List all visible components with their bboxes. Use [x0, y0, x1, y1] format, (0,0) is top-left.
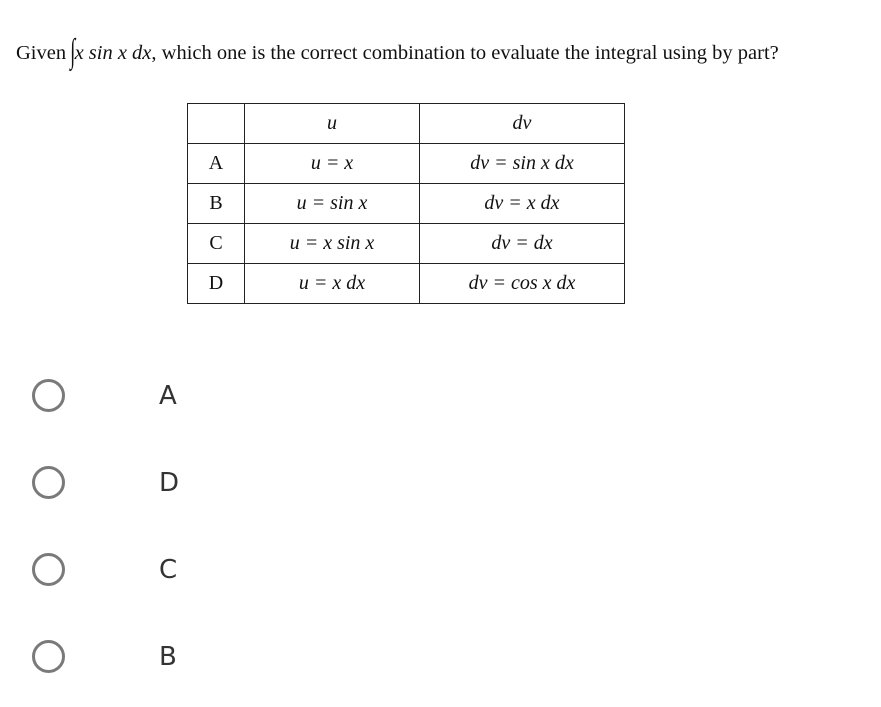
option-label[interactable]: A — [159, 381, 177, 411]
option-label[interactable]: D — [159, 468, 180, 498]
combination-table — [187, 103, 625, 304]
row-dv: dv = cos x dx — [420, 264, 625, 304]
option-b[interactable] — [0, 613, 881, 693]
row-dv: dv = x dx — [420, 184, 625, 224]
table-row — [188, 144, 625, 184]
table-header-row — [188, 104, 625, 144]
row-u: u = sin x — [245, 184, 420, 224]
row-u: u = x dx — [245, 264, 420, 304]
radio-button-icon[interactable] — [32, 553, 65, 586]
radio-button-icon[interactable] — [32, 640, 65, 673]
table-row — [188, 224, 625, 264]
question-text — [16, 26, 868, 76]
option-label[interactable]: C — [159, 555, 178, 585]
option-label[interactable]: B — [159, 642, 177, 672]
option-c[interactable] — [0, 526, 881, 606]
header-cell-blank — [188, 104, 245, 144]
row-u: u = x sin x — [245, 224, 420, 264]
row-label: B — [188, 184, 245, 224]
table-row — [188, 184, 625, 224]
row-dv: dv = dx — [420, 224, 625, 264]
row-u: u = x — [245, 144, 420, 184]
row-label: D — [188, 264, 245, 304]
integral-symbol: ∫ — [70, 33, 76, 70]
radio-button-icon[interactable] — [32, 379, 65, 412]
row-label: C — [188, 224, 245, 264]
row-dv: dv = sin x dx — [420, 144, 625, 184]
header-cell-dv: dv — [420, 104, 625, 144]
option-d[interactable] — [0, 439, 881, 519]
row-label: A — [188, 144, 245, 184]
question-prefix: Given — [16, 42, 72, 64]
option-a[interactable] — [0, 352, 881, 432]
table-row — [188, 264, 625, 304]
radio-button-icon[interactable] — [32, 466, 65, 499]
integrand: x sin x dx — [74, 42, 152, 64]
header-cell-u: u — [245, 104, 420, 144]
question-suffix: , which one is the correct combination to evaluate the integral using by part? — [151, 42, 779, 64]
